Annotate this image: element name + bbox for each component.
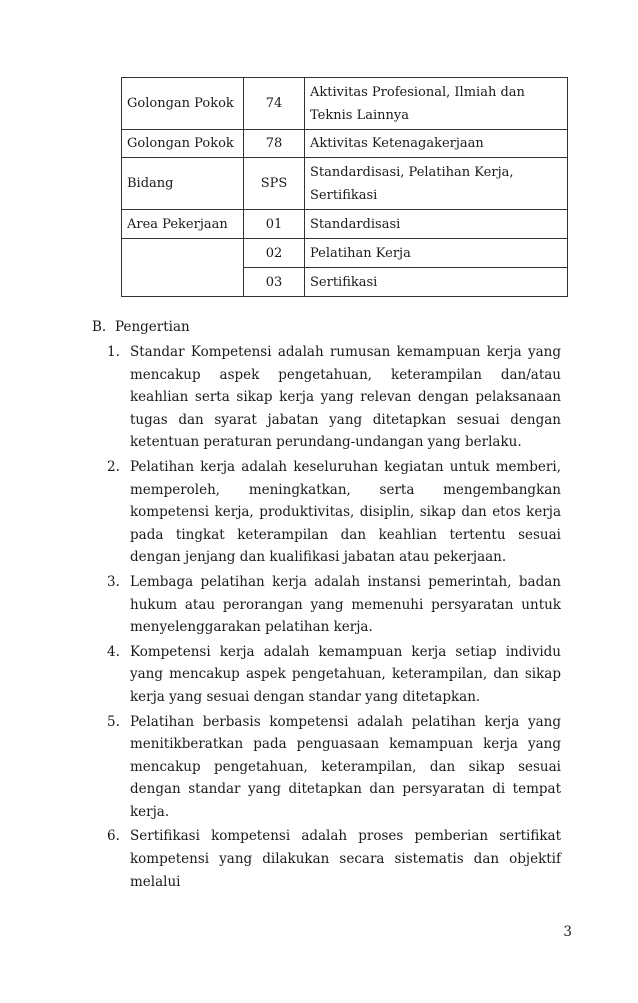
list-item: [107, 341, 561, 454]
item-text: Lembaga pelatihan kerja adalah instansi pemerintah, badan hukum atau perorangan yang memenuhi persyaratan untuk menyelenggarakan pelatihan kerja.: [130, 573, 561, 636]
item-text: Standar Kompetensi adalah rumusan kemampuan kerja yang mencakup aspek pengetahuan, keterampilan dan/atau keahlian serta sikap kerja yang relevan dengan pelaksanaan tugas dan syarat jabatan yang ditetapkan sesuai dengan ketentuan peraturan perundang-undangan yang berlaku.: [130, 344, 561, 451]
table-row: [122, 210, 568, 239]
item-number: 6.: [107, 828, 120, 845]
table-row: [122, 158, 568, 210]
row-description: Aktivitas Profesional, Ilmiah dan Teknis Lainnya: [305, 78, 568, 130]
item-text: Pelatihan berbasis kompetensi adalah pelatihan kerja yang menitikberatkan pada penguasaan kemampuan kerja yang mencakup pengetahuan, keterampilan, dan sikap sesuai dengan standar yang ditetapkan dan persyaratan di tempat kerja.: [130, 713, 561, 820]
row-code: 78: [244, 130, 305, 158]
list-item: [107, 571, 561, 639]
item-number: 3.: [107, 573, 120, 590]
item-number: 5.: [107, 713, 120, 730]
table-row: [122, 268, 568, 297]
item-number: 1.: [107, 344, 120, 360]
row-code: 03: [244, 268, 305, 297]
item-number: 2.: [107, 458, 120, 475]
definitions-list: [107, 341, 561, 895]
row-description: Aktivitas Ketenagakerjaan: [305, 130, 568, 158]
item-text: Sertifikasi kompetensi adalah proses pemberian sertifikat kompetensi yang dilakukan secara sistematis dan objektif melalui: [130, 828, 561, 890]
table-row: [122, 78, 568, 130]
row-description: Sertifikasi: [305, 268, 568, 297]
section-title: Pengertian: [115, 319, 190, 335]
row-description: Standardisasi, Pelatihan Kerja, Sertifikasi: [305, 158, 568, 210]
section-heading: [92, 316, 190, 339]
list-item: [107, 711, 561, 824]
row-code: 02: [244, 239, 305, 268]
item-number: 4.: [107, 643, 120, 660]
list-item: [107, 641, 561, 709]
row-label: Bidang: [122, 158, 244, 210]
classification-table: [121, 77, 568, 297]
list-item: [107, 456, 561, 569]
row-label: Golongan Pokok: [122, 130, 244, 158]
list-item: [107, 825, 561, 893]
row-code: 01: [244, 210, 305, 239]
row-label: Area Pekerjaan: [122, 210, 244, 239]
row-code: SPS: [244, 158, 305, 210]
table-row: [122, 239, 568, 268]
page-number: 3: [563, 924, 572, 940]
table-row: [122, 130, 568, 158]
item-text: Kompetensi kerja adalah kemampuan kerja setiap individu yang mencakup aspek pengetahuan, keterampilan, dan sikap kerja yang sesuai dengan standar yang ditetapkan.: [130, 643, 561, 705]
row-label: Golongan Pokok: [122, 78, 244, 130]
row-label: [122, 239, 244, 268]
row-label: [122, 268, 244, 297]
row-description: Standardisasi: [305, 210, 568, 239]
section-letter: B.: [92, 319, 107, 335]
item-text: Pelatihan kerja adalah keseluruhan kegiatan untuk memberi, memperoleh, meningkatkan, serta mengembangkan kompetensi kerja, produktivitas, disiplin, sikap dan etos kerja pada tingkat keterampilan dan keahlian tertentu sesuai dengan jenjang dan kualifikasi jabatan atau pekerjaan.: [130, 458, 561, 566]
row-code: 74: [244, 78, 305, 130]
row-description: Pelatihan Kerja: [305, 239, 568, 268]
